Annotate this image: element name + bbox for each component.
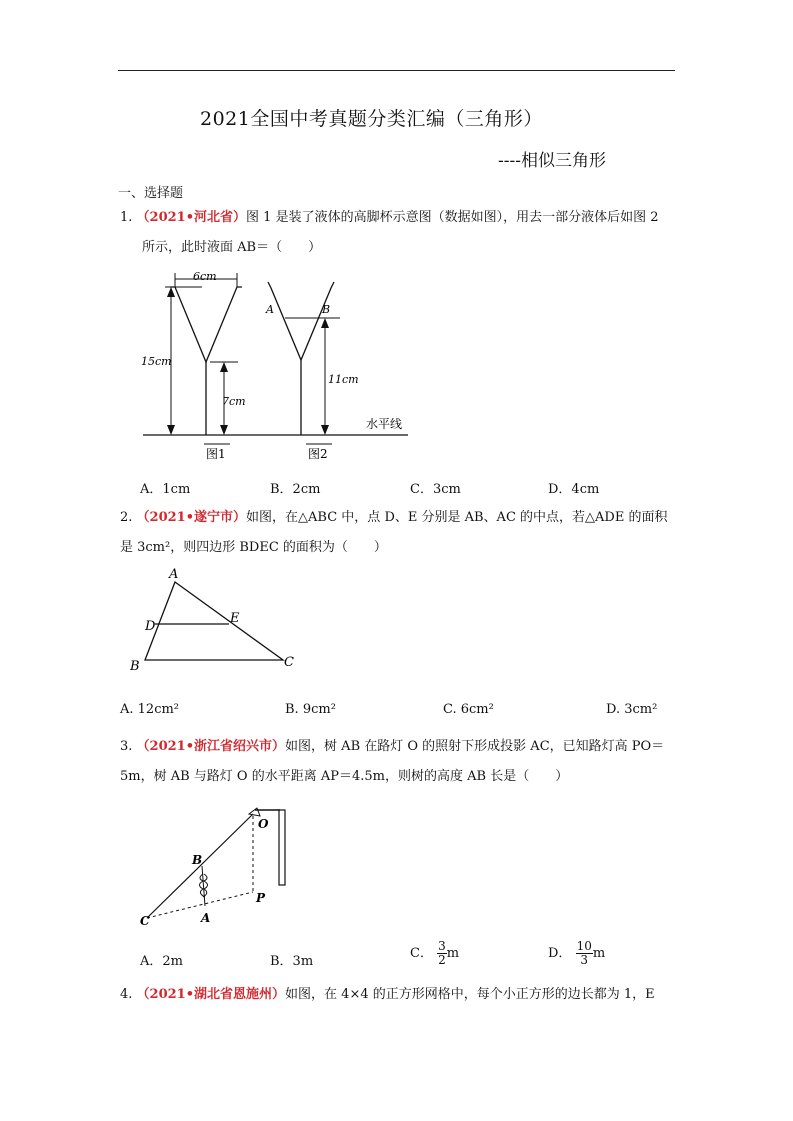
question-source: （2021•遂宁市） bbox=[136, 510, 247, 525]
point-b: B bbox=[192, 853, 203, 867]
lamp-pole bbox=[279, 810, 285, 885]
label-6cm: 6cm bbox=[193, 270, 217, 283]
question-source: （2021•河北省） bbox=[136, 210, 247, 225]
point-c: C bbox=[140, 914, 150, 928]
question-1-line2: 所示，此时液面 AB＝（ ） bbox=[142, 240, 322, 255]
point-a: A bbox=[201, 911, 211, 925]
q1-option-d: D．4cm bbox=[548, 482, 600, 497]
ground-cp bbox=[147, 892, 253, 918]
question-4-line1 bbox=[120, 986, 655, 1004]
q3-option-b: B．3m bbox=[270, 954, 314, 969]
triangle-abc bbox=[145, 582, 283, 660]
question-number: 2. bbox=[120, 510, 133, 525]
q2-option-b: B. 9cm² bbox=[285, 702, 336, 717]
caption-figure1: 图1 bbox=[206, 447, 226, 461]
question-3-line2: 5m，树 AB 与路灯 O 的水平距离 AP＝4.5m，则树的高度 AB 长是（ ） bbox=[120, 769, 569, 784]
q3-option-a: A．2m bbox=[140, 954, 183, 969]
header-rule bbox=[118, 70, 675, 71]
label-11cm: 11cm bbox=[328, 373, 359, 386]
label-15cm: 15cm bbox=[141, 355, 172, 368]
vertex-b: B bbox=[130, 659, 140, 674]
vertex-d: D bbox=[145, 619, 156, 634]
question-number: 1. bbox=[120, 210, 133, 225]
point-o: O bbox=[258, 817, 269, 831]
label-7cm: 7cm bbox=[222, 395, 246, 408]
caption-figure2: 图2 bbox=[308, 447, 328, 461]
vertex-e: E bbox=[230, 611, 240, 626]
q2-option-c: C. 6cm² bbox=[443, 702, 494, 717]
q2-option-a: A. 12cm² bbox=[120, 702, 180, 717]
question-3-line1 bbox=[120, 738, 664, 756]
triangle-abc-figure bbox=[128, 562, 303, 682]
question-2-line1 bbox=[120, 509, 667, 527]
q3-option-c: C． $\frac{3}{2}$ m bbox=[410, 939, 460, 967]
street-lamp-figure bbox=[135, 800, 295, 930]
q3-option-d: D． $\frac{10}{3}$ m bbox=[548, 939, 606, 967]
vertex-c: C bbox=[284, 655, 294, 670]
label-B: B bbox=[322, 303, 331, 316]
page-subtitle: ----相似三角形 bbox=[498, 151, 606, 171]
vertex-a: A bbox=[169, 567, 179, 582]
label-horizon: 水平线 bbox=[366, 417, 403, 431]
q1-option-c: C．3cm bbox=[410, 482, 461, 497]
page-title: 2021全国中考真题分类汇编（三角形） bbox=[200, 108, 543, 130]
q1-option-a: A．1cm bbox=[140, 482, 191, 497]
question-source: （2021•湖北省恩施州） bbox=[136, 987, 286, 1002]
fraction-10-over-3: $\frac{10}{3}$ bbox=[576, 939, 592, 967]
question-number: 4. bbox=[120, 987, 133, 1002]
question-text: 如图，树 AB 在路灯 O 的照射下形成投影 AC，已知路灯高 PO＝ bbox=[285, 739, 665, 754]
question-source: （2021•浙江省绍兴市） bbox=[136, 739, 286, 754]
q2-option-d: D. 3cm² bbox=[606, 702, 658, 717]
question-1-line1 bbox=[120, 209, 659, 227]
question-text: 图 1 是装了液体的高脚杯示意图（数据如图），用去一部分液体后如图 2 bbox=[246, 210, 659, 225]
lamp-head bbox=[249, 808, 260, 816]
q1-option-b: B．2cm bbox=[270, 482, 321, 497]
question-text: 如图，在△ABC 中，点 D、E 分别是 AB、AC 的中点，若△ADE 的面积 bbox=[246, 510, 668, 525]
point-p: P bbox=[256, 891, 266, 905]
fraction-3-over-2: $\frac{3}{2}$ bbox=[438, 939, 446, 967]
goblet1-cup bbox=[170, 287, 242, 362]
label-A: A bbox=[266, 303, 274, 316]
section-heading: 一、选择题 bbox=[118, 186, 184, 201]
goblet-figure bbox=[138, 265, 413, 470]
question-text: 如图，在 4×4 的正方形网格中，每个小正方形的边长都为 1，E bbox=[285, 987, 655, 1002]
question-number: 3. bbox=[120, 739, 133, 754]
question-2-line2: 是 3cm²，则四边形 BDEC 的面积为（ ） bbox=[120, 540, 387, 555]
